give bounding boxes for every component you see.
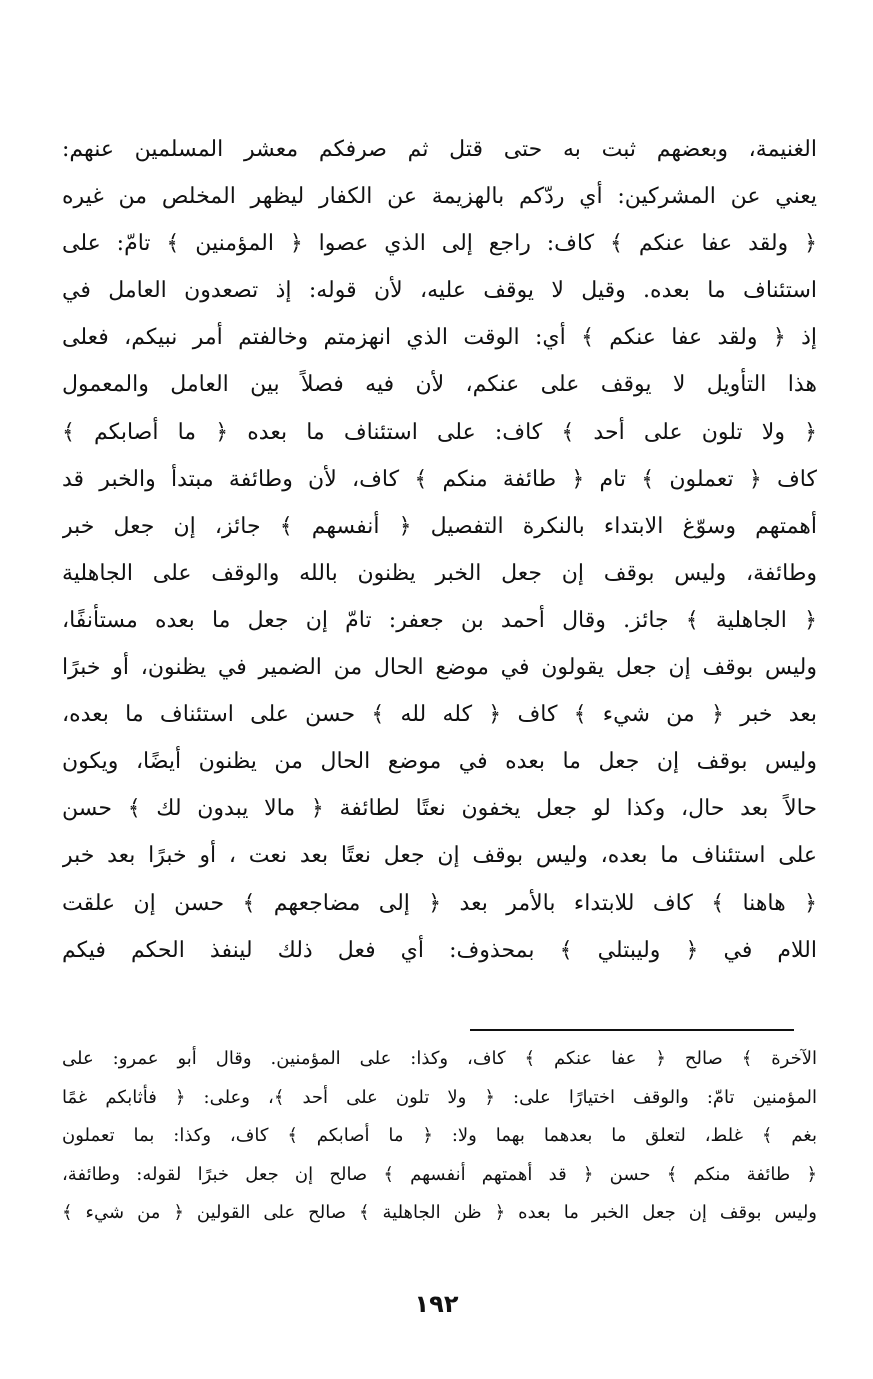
footnote-line: المؤمنين تامّ: والوقف اختيارًا على: ﴿ ولا تلون على أحد ﴾، وعلى: ﴿ فأثابكم غمًا — [62, 1086, 817, 1108]
text-line: وطائفة، وليس بوقف إن جعل الخبر يظنون بالله والوقف على الجاهلية — [62, 560, 817, 586]
text-line: وليس بوقف إن جعل يقولون في موضع الحال من الضمير في يظنون، أو خبرًا — [62, 655, 817, 681]
text-line: بعد خبر ﴿ من شيء ﴾ كاف ﴿ كله لله ﴾ حسن على استئناف ما بعده، — [62, 702, 817, 728]
text-line: ﴿ ولقد عفا عنكم ﴾ كاف: راجع إلى الذي عصوا ﴿ المؤمنين ﴾ تامّ: على — [62, 231, 817, 257]
text-line: هذا التأويل لا يوقف على عنكم، لأن فيه فصلاً بين العامل والمعمول — [62, 372, 817, 398]
text-line: ﴿ هاهنا ﴾ كاف للابتداء بالأمر بعد ﴿ إلى مضاجعهم ﴾ حسن إن علقت — [62, 890, 817, 916]
footnote-line: بغم ﴾ غلط، لتعلق ما بعدهما بهما ولا: ﴿ ما أصابكم ﴾ كاف، وكذا: بما تعملون — [62, 1125, 817, 1147]
text-line: حالاً بعد حال، وكذا لو جعل يخفون نعتًا لطائفة ﴿ مالا يبدون لك ﴾ حسن — [62, 796, 817, 822]
main-text-block — [62, 126, 817, 974]
page-number: ١٩٢ — [414, 1290, 459, 1318]
footnote-line: وليس بوقف إن جعل الخبر ما بعده ﴿ ظن الجاهلية ﴾ صالح على القولين ﴿ من شيء ﴾ — [62, 1202, 817, 1224]
text-line: إذ ﴿ ولقد عفا عنكم ﴾ أي: الوقت الذي انهزمتم وخالفتم أمر نبيكم، فعلى — [62, 325, 817, 351]
text-line: كاف ﴿ تعملون ﴾ تام ﴿ طائفة منكم ﴾ كاف، لأن وطائفة مبتدأ والخبر قد — [62, 466, 817, 492]
footnote-line: ﴿ طائفة منكم ﴾ حسن ﴿ قد أهمتهم أنفسهم ﴾ صالح إن جعل خبرًا لقوله: وطائفة، — [62, 1163, 817, 1185]
text-line: يعني عن المشركين: أي ردّكم بالهزيمة عن الكفار ليظهر المخلص من غيره — [62, 184, 817, 210]
text-line: استئناف ما بعده. وقيل لا يوقف عليه، لأن قوله: إذ تصعدون العامل في — [62, 278, 817, 304]
footnotes-block — [62, 1040, 817, 1233]
text-line: الغنيمة، وبعضهم ثبت به حتى قتل ثم صرفكم معشر المسلمين عنهم: — [62, 137, 817, 162]
text-line: ﴿ الجاهلية ﴾ جائز. وقال أحمد بن جعفر: تامّ إن جعل ما بعده مستأنفًا، — [62, 607, 817, 633]
text-line: وليس بوقف إن جعل ما بعده في موضع الحال من يظنون أيضًا، ويكون — [62, 749, 817, 775]
text-line: على استئناف ما بعده، وليس بوقف إن جعل نعتًا بعد نعت ، أو خبرًا بعد خبر — [62, 843, 817, 869]
footnote-separator — [470, 1029, 794, 1031]
text-line: اللام في ﴿ وليبتلي ﴾ بمحذوف: أي فعل ذلك لينفذ الحكم فيكم — [62, 937, 817, 963]
footnote-line: الآخرة ﴾ صالح ﴿ عفا عنكم ﴾ كاف، وكذا: على المؤمنين. وقال أبو عمرو: على — [62, 1048, 817, 1069]
text-line: ﴿ ولا تلون على أحد ﴾ كاف: على استئناف ما بعده ﴿ ما أصابكم ﴾ — [62, 419, 817, 445]
text-line: أهمتهم وسوّغ الابتداء بالنكرة التفصيل ﴿ أنفسهم ﴾ جائز، إن جعل خبر — [62, 513, 817, 539]
